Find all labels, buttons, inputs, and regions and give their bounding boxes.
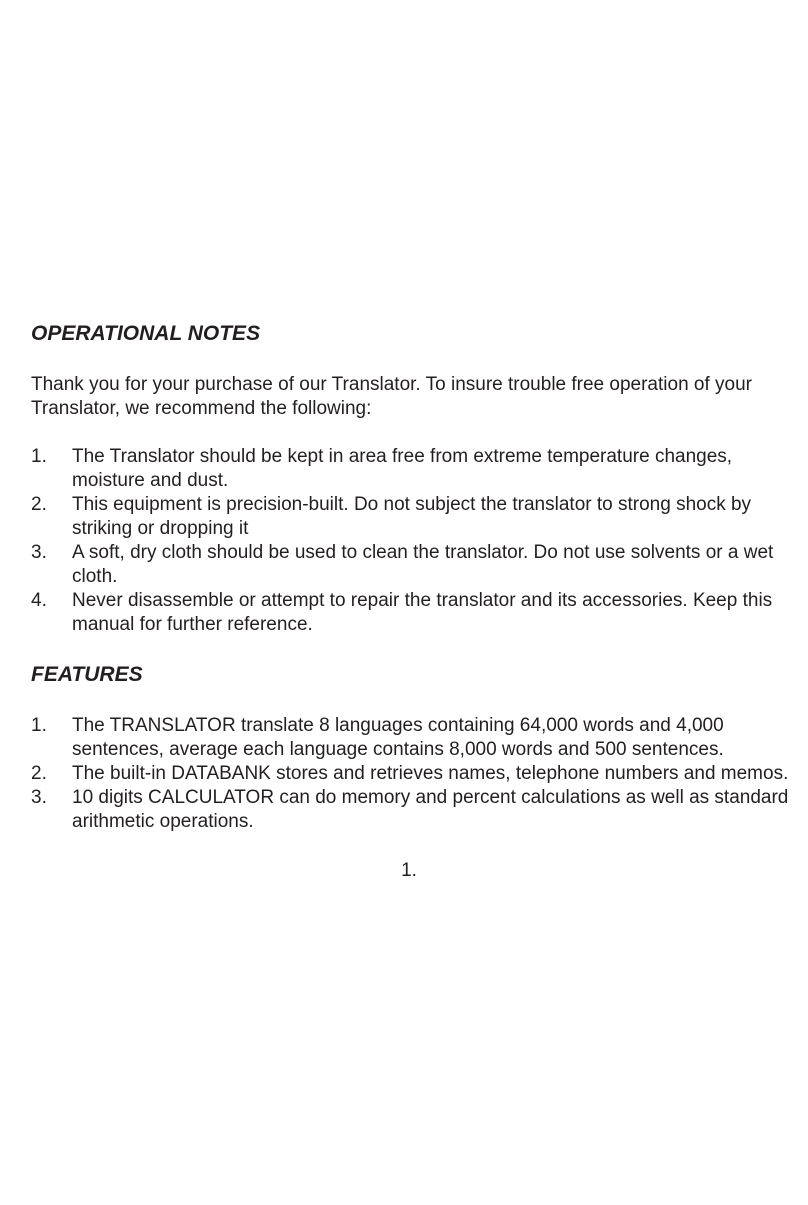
list-item-number: 2. bbox=[31, 763, 47, 784]
list-item-number: 3. bbox=[31, 542, 47, 563]
list-item bbox=[31, 589, 791, 637]
features-list bbox=[31, 714, 791, 834]
features-heading: FEATURES bbox=[31, 663, 143, 686]
operational-notes-list bbox=[31, 445, 791, 637]
list-item-number: 1. bbox=[31, 715, 47, 736]
manual-page bbox=[31, 319, 791, 834]
list-item-text: Never disassemble or attempt to repair the translator and its accessories. Keep this manual for further reference. bbox=[72, 590, 773, 635]
list-item bbox=[31, 541, 791, 589]
intro-paragraph: Thank you for your purchase of our Translator. To insure trouble free operation of your Translator, we recommend the following: bbox=[31, 374, 752, 419]
operational-notes-heading: OPERATIONAL NOTES bbox=[31, 322, 261, 345]
list-item-text: 10 digits CALCULATOR can do memory and percent calculations as well as standard arithmetic operations. bbox=[72, 787, 789, 832]
page-number: 1. bbox=[401, 860, 417, 881]
list-item-number: 2. bbox=[31, 494, 47, 515]
list-item-number: 3. bbox=[31, 787, 47, 808]
list-item-number: 4. bbox=[31, 590, 47, 611]
list-item-text: The TRANSLATOR translate 8 languages containing 64,000 words and 4,000 sentences, average each language contains 8,000 words and 500 sentences. bbox=[72, 715, 724, 760]
list-item-text: The Translator should be kept in area free from extreme temperature changes, moisture and dust. bbox=[72, 446, 733, 491]
list-item-text: This equipment is precision-built. Do not subject the translator to strong shock by striking or dropping it bbox=[72, 494, 752, 539]
list-item bbox=[31, 714, 791, 762]
list-item-text: A soft, dry cloth should be used to clean the translator. Do not use solvents or a wet cloth. bbox=[72, 542, 774, 587]
list-item bbox=[31, 762, 791, 786]
list-item bbox=[31, 445, 791, 493]
list-item-text: The built-in DATABANK stores and retrieves names, telephone numbers and memos. bbox=[72, 763, 789, 784]
list-item bbox=[31, 493, 791, 541]
list-item-number: 1. bbox=[31, 446, 47, 467]
list-item bbox=[31, 786, 791, 834]
